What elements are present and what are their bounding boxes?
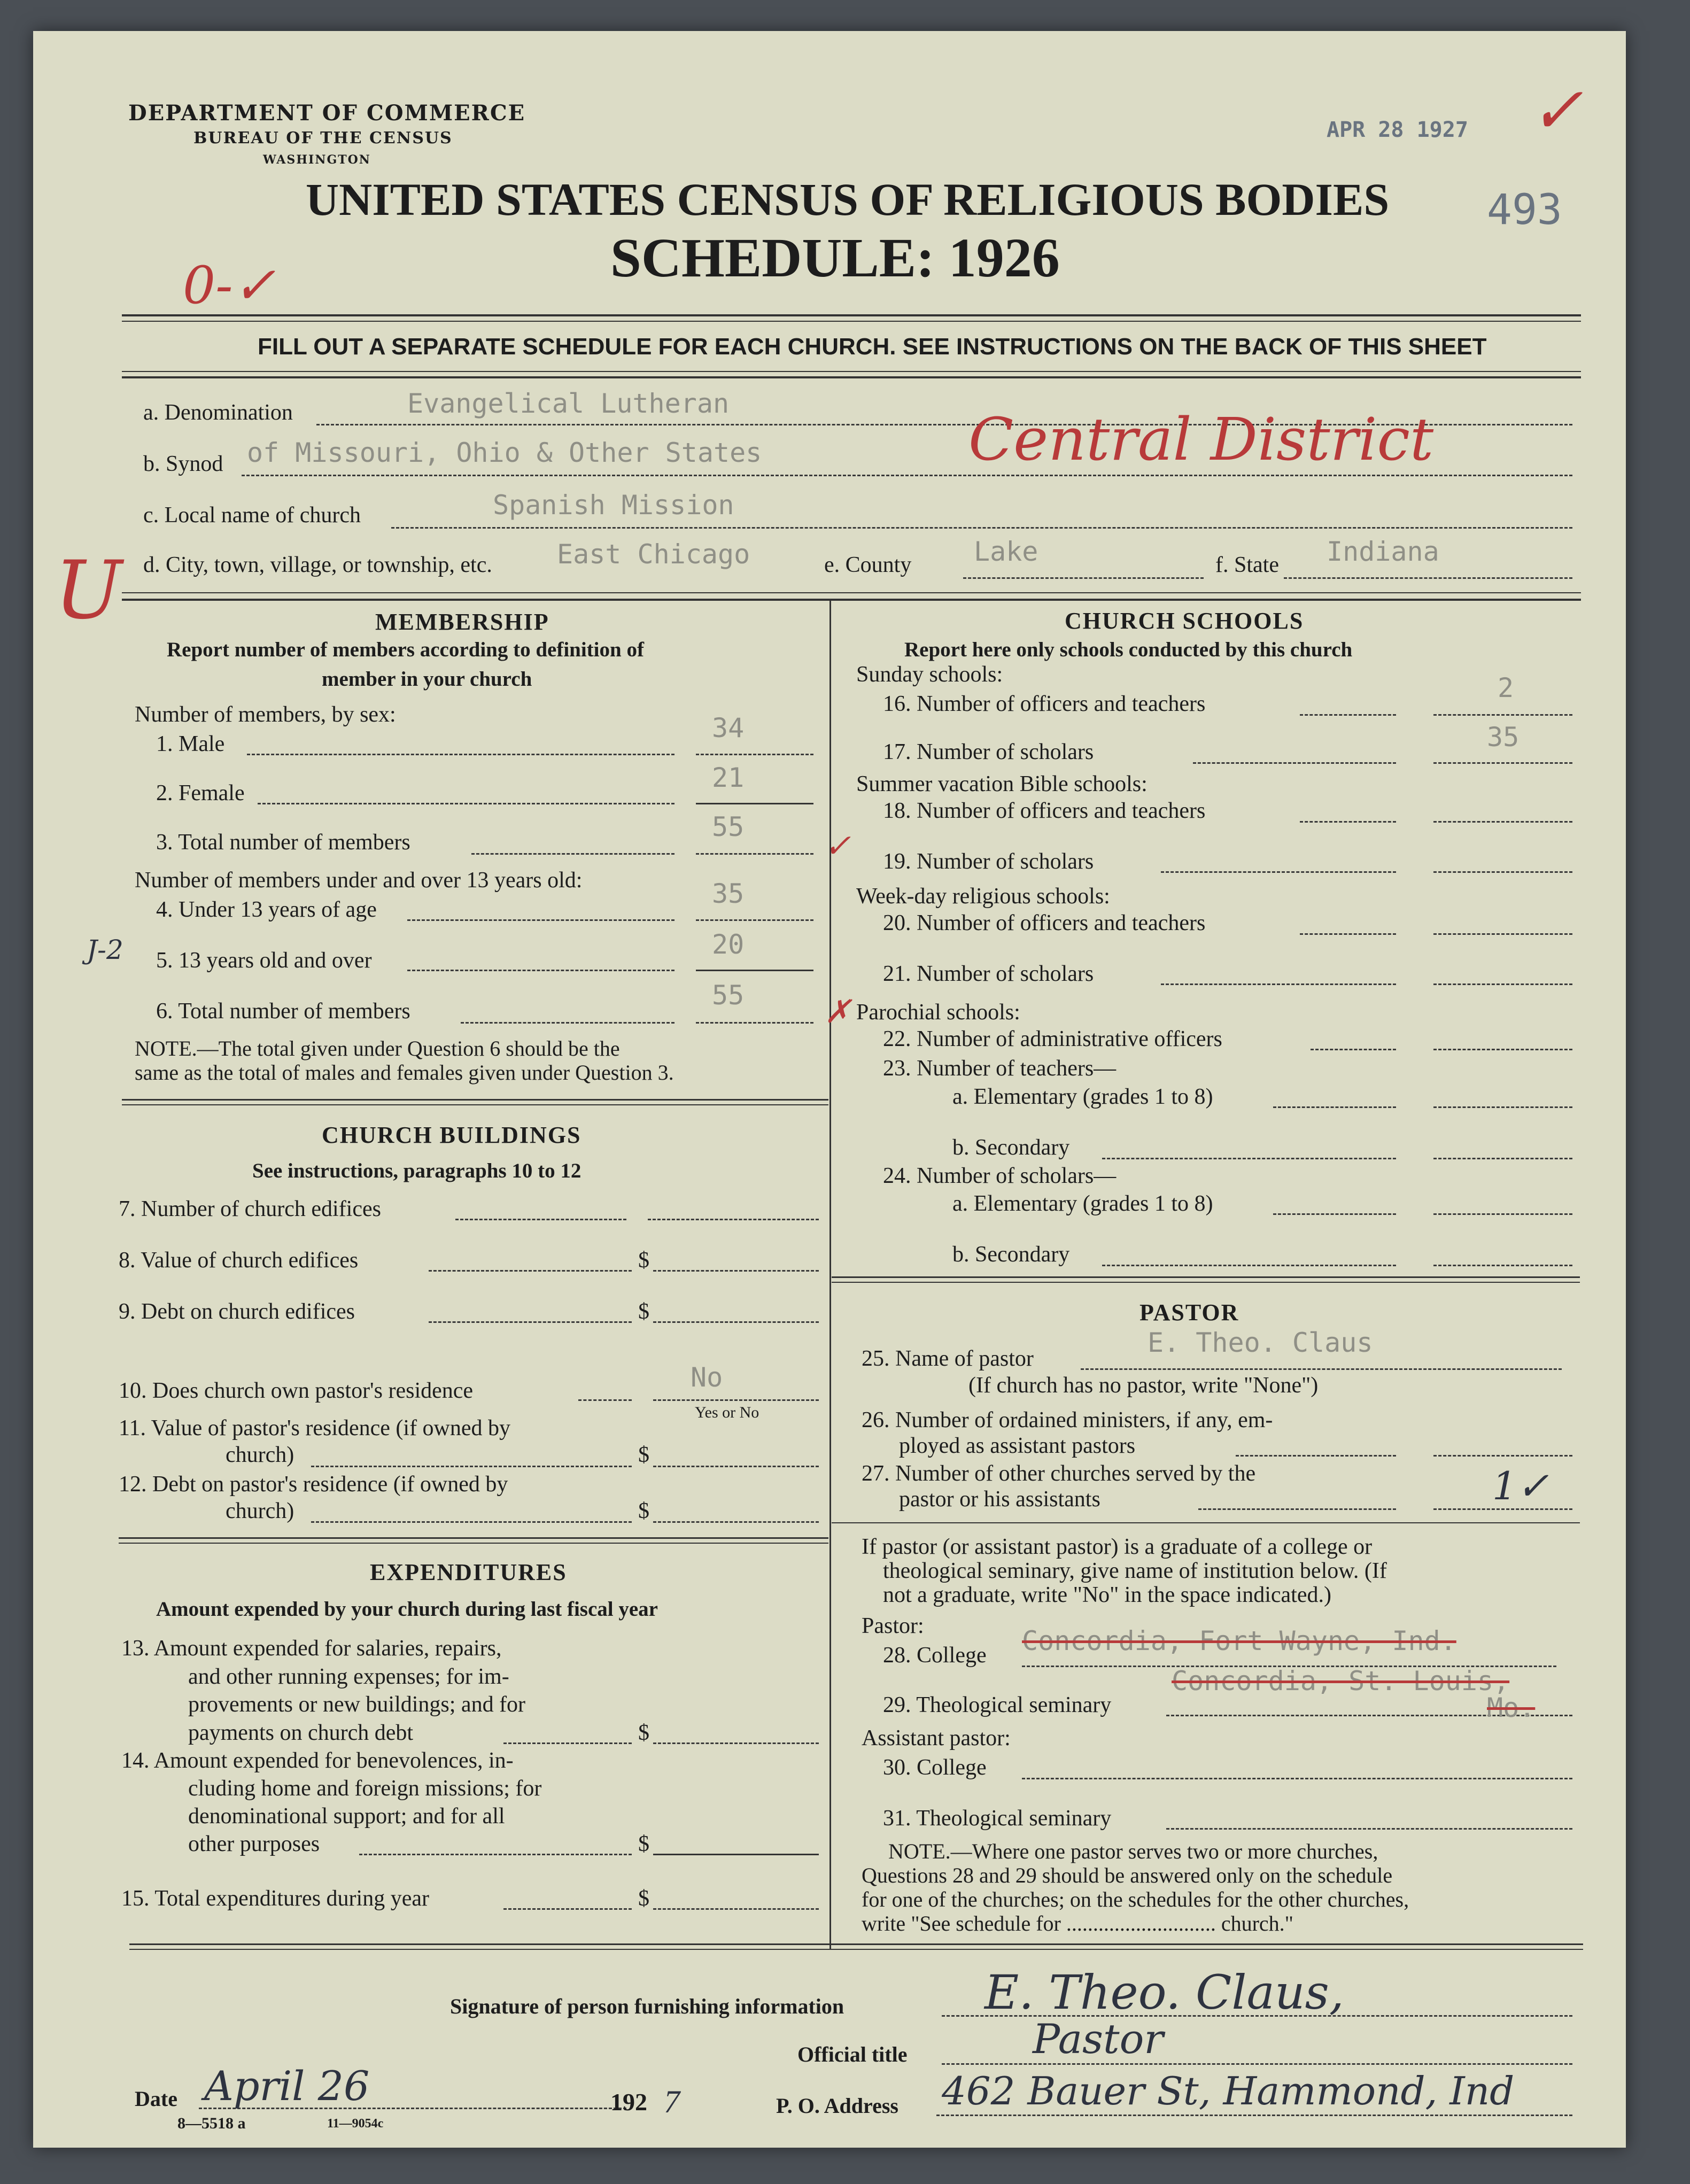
q28-value: Concordia, Fort Wayne, Ind. (1022, 1625, 1456, 1656)
q28-label: 28. College (883, 1643, 987, 1668)
edifices-count-label: 7. Number of church edifices (119, 1197, 381, 1221)
q22-label: 22. Number of administrative officers (883, 1027, 1222, 1051)
membership-instruction-2: member in your church (322, 668, 532, 691)
official-title-label: Official title (797, 2042, 908, 2066)
city-value: East Chicago (557, 539, 750, 570)
schools-instruction: Report here only schools conducted by this church (904, 638, 1353, 661)
form-title: UNITED STATES CENSUS OF RELIGIOUS BODIES (306, 174, 1390, 225)
age-group-label: Number of members under and over 13 years old: (135, 868, 583, 893)
male-value: 34 (712, 712, 745, 744)
over-13-label: 5. 13 years old and over (156, 948, 372, 973)
red-tick-21: ✗ (824, 993, 851, 1031)
county-value: Lake (974, 536, 1038, 567)
signature-value: E. Theo. Claus, (984, 1965, 1344, 2020)
total-members-value: 55 (712, 811, 745, 842)
female-value: 21 (712, 762, 745, 793)
q24b-label: b. Secondary (952, 1242, 1070, 1267)
red-tick-18: ✓ (824, 827, 851, 865)
county-label: e. County (824, 553, 912, 577)
washington-heading: WASHINGTON (263, 153, 371, 167)
expenditure-14-label: 14. Amount expended for benevolences, in- (121, 1748, 514, 1773)
denomination-value: Evangelical Lutheran (407, 388, 730, 419)
membership-instruction-1: Report number of members according to definition of (167, 638, 644, 661)
q23a-label: a. Elementary (grades 1 to 8) (952, 1085, 1213, 1109)
church-schools-heading: CHURCH SCHOOLS (1065, 608, 1304, 634)
margin-pencil-note: J-2 (87, 934, 123, 965)
total-members-2-label: 6. Total number of members (156, 999, 410, 1024)
church-buildings-heading: CHURCH BUILDINGS (322, 1122, 582, 1148)
local-name-label: c. Local name of church (143, 503, 361, 528)
yes-or-no-hint: Yes or No (695, 1404, 759, 1421)
print-code: 11—9054c (327, 2117, 384, 2131)
q29-value-2: Mo. (1487, 1692, 1536, 1723)
pastor-residence-label: 10. Does church own pastor's residence (119, 1378, 474, 1403)
buildings-instruction: See instructions, paragraphs 10 to 12 (252, 1159, 582, 1182)
city-label: d. City, town, village, or township, etc. (143, 553, 492, 577)
expenditure-15-label: 15. Total expenditures during year (121, 1886, 429, 1911)
pastor-note-2: Questions 28 and 29 should be answered only on the schedule (862, 1863, 1393, 1887)
schedule-number: 493 (1487, 186, 1562, 234)
expenditure-13-label: 13. Amount expended for salaries, repairs, (121, 1636, 502, 1661)
date-year-digit: 7 (664, 2084, 680, 2119)
form-number: 8—5518 a (177, 2115, 246, 2132)
male-label: 1. Male (156, 732, 225, 756)
red-margin-note: 0-✓ (183, 255, 276, 315)
residence-value-label: 11. Value of pastor's residence (if owned by (119, 1416, 511, 1440)
synod-label: b. Synod (143, 452, 223, 476)
pastor-residence-value: No (691, 1362, 723, 1393)
expenditures-instruction: Amount expended by your church during last fiscal year (156, 1598, 658, 1621)
q27-value: 1✓ (1492, 1463, 1549, 1508)
graduate-instruction-1: If pastor (or assistant pastor) is a graduate of a college or (862, 1535, 1373, 1559)
membership-note-1: NOTE.—The total given under Question 6 should be the (135, 1036, 620, 1060)
q21-label: 21. Number of scholars (883, 962, 1094, 986)
assistant-pastor-label: Assistant pastor: (862, 1726, 1011, 1751)
membership-heading: MEMBERSHIP (375, 609, 549, 635)
pastor-heading: PASTOR (1139, 1299, 1239, 1326)
members-by-sex-label: Number of members, by sex: (135, 702, 396, 727)
pastor-name-value: E. Theo. Claus (1148, 1327, 1373, 1358)
synod-district-handwritten: Central District (968, 405, 1434, 474)
edifices-debt-label: 9. Debt on church edifices (119, 1299, 355, 1324)
instruction-banner: FILL OUT A SEPARATE SCHEDULE FOR EACH CHURCH. SEE INSTRUCTIONS ON THE BACK OF THIS SHEET (258, 334, 1487, 360)
department-heading: DEPARTMENT OF COMMERCE (128, 100, 526, 126)
pastor-none-hint: (If church has no pastor, write "None") (968, 1373, 1319, 1398)
residence-debt-label: 12. Debt on pastor's residence (if owned by (119, 1472, 508, 1497)
state-value: Indiana (1327, 536, 1439, 567)
membership-note-2: same as the total of males and females given under Question 3. (135, 1060, 674, 1085)
official-title-value: Pastor (1033, 2015, 1164, 2063)
q23b-label: b. Secondary (952, 1135, 1070, 1160)
q17-label: 17. Number of scholars (883, 740, 1094, 764)
synod-value: of Missouri, Ohio & Other States (247, 437, 762, 468)
q24a-label: a. Elementary (grades 1 to 8) (952, 1191, 1213, 1216)
denomination-label: a. Denomination (143, 400, 293, 425)
total-members-label: 3. Total number of members (156, 830, 410, 855)
q16-value: 2 (1498, 672, 1514, 703)
q18-label: 18. Number of officers and teachers (883, 799, 1206, 823)
state-label: f. State (1215, 553, 1279, 577)
sunday-schools-label: Sunday schools: (856, 662, 1003, 687)
q23-label: 23. Number of teachers— (883, 1056, 1117, 1081)
q30-label: 30. College (883, 1755, 987, 1780)
form-subtitle: SCHEDULE: 1926 (610, 227, 1060, 289)
graduate-instruction-2: theological seminary, give name of institution below. (If (883, 1559, 1387, 1583)
under-13-label: 4. Under 13 years of age (156, 897, 377, 922)
po-address-label: P. O. Address (776, 2094, 898, 2118)
under-13-value: 35 (712, 878, 745, 909)
q26-label: 26. Number of ordained ministers, if any, em- (862, 1408, 1273, 1432)
weekday-schools-label: Week-day religious schools: (856, 884, 1110, 909)
q16-label: 16. Number of officers and teachers (883, 692, 1206, 716)
q29-label: 29. Theological seminary (883, 1693, 1112, 1717)
q27-label: 27. Number of other churches served by the (862, 1461, 1256, 1486)
local-name-value: Spanish Mission (493, 490, 734, 521)
pastor-note-3: for one of the churches; on the schedules for the other churches, (862, 1887, 1409, 1911)
signature-label: Signature of person furnishing information (450, 1994, 844, 2018)
expenditures-heading: EXPENDITURES (370, 1559, 567, 1585)
received-date-stamp: APR 28 1927 (1327, 118, 1468, 142)
q19-label: 19. Number of scholars (883, 849, 1094, 874)
total-members-2-value: 55 (712, 980, 745, 1011)
q24-label: 24. Number of scholars— (883, 1164, 1117, 1188)
pastor-note-1: NOTE.—Where one pastor serves two or more churches, (888, 1839, 1378, 1863)
female-label: 2. Female (156, 781, 245, 806)
red-margin-mark: U (55, 544, 122, 637)
bureau-heading: BUREAU OF THE CENSUS (193, 129, 453, 148)
date-label: Date (135, 2087, 177, 2111)
summer-schools-label: Summer vacation Bible schools: (856, 772, 1148, 796)
parochial-schools-label: Parochial schools: (856, 1000, 1020, 1025)
pastor-name-label: 25. Name of pastor (862, 1346, 1034, 1371)
date-year: 192 (610, 2088, 647, 2116)
pastor-note-4: write "See schedule for ............................ church." (862, 1911, 1294, 1935)
q31-label: 31. Theological seminary (883, 1806, 1112, 1831)
over-13-value: 20 (712, 929, 745, 960)
q17-value: 35 (1487, 722, 1520, 753)
q20-label: 20. Number of officers and teachers (883, 911, 1206, 935)
pastor-sub-label: Pastor: (862, 1614, 924, 1638)
edifices-value-label: 8. Value of church edifices (119, 1248, 359, 1273)
graduate-instruction-3: not a graduate, write "No" in the space indicated.) (883, 1583, 1331, 1607)
date-value: April 26 (204, 2062, 370, 2110)
po-address-value: 462 Bauer St, Hammond, Ind (942, 2069, 1515, 2113)
red-check-mark: ✓ (1530, 74, 1584, 148)
census-schedule-page: DEPARTMENT OF COMMERCE BUREAU OF THE CENSUS WASHINGTON APR 28 1927 493 ✓ UNITED STATES CENSUS OF RELIGIOUS BODIES SCHEDULE: 1926 0-✓ FILL OUT A SEPARATE SCHEDULE FOR EACH CHURCH. SEE INSTRUCTIONS ON THE BACK OF THIS SHEET a. Denomination Evangelical Lutheran b. Synod of Missouri, Ohio & Other States Central District c. Local name of church Spanish Mission d. City, town, village, or township, etc. East Chicago e. County Lake f. State Indiana U MEMBERSHIP Report number of members according to definition of member in your church Number of members, by sex: 1. Male 34 2. Female 21 3. Total number of members 55 ✓ Number of members under and over 13 years old: 4. Under 13 years of age 35 J-2 5. 13 years old and over 20 6. Total number of members 55 ✗ NOTE.—The total given under Question 6 should be the same as the total of males and females given under Question 3. CHURCH BUILDINGS See instructions, paragraphs 10 to 12 7. Number of church edifices 8. Value of church edifices $ 9. Debt on church edifices $ 10. Does church own pastor's residence No Yes or No 11. Value of pastor's residence (if owned by church) $ 12. Debt on pastor's residence (if owned by church) $ EXPENDITURES Amount expended by your church during last fiscal year 13. Amount expended for salaries, repairs, and other running expenses; for im- provements or new buildings; and for payments on church debt $ 14. Amount expended for benevolences, in- cluding home and foreign missions; for denominational support; and for all other purposes $ 15. Total expenditures during year $ CHURCH SCHOOLS Report here only schools conducted by this church Sunday schools: 16. Number of officers and teachers 2 17. Number of scholars 35 Summer vacation Bible schools: 18. Number of officers and teachers 19. Number of scholars Week-day religious schools: 20. Number of officers and teachers 21. Number of scholars Parochial schools: 22. Number of administrative officers 23. Number of teachers— a. Elementary (grades 1 to 8) b. Secondary 24. Number of scholars— a. Elementary (grades 1 to 8) b. Secondary PASTOR 25. Name of pastor E. Theo. Claus (If church has no pastor, write "None") 26. Number of ordained ministers, if any, em- ployed as assistant pastors 27. Number of other churches served by the pastor or his assistants 1✓ If pastor (or assistant pastor) is a graduate of a college or theological seminary, give name of institution below. (If not a graduate, write "No" in the space indicated.) Pastor: 28. College Concordia, Fort Wayne, Ind. 29. Theological seminary Concordia, St. Louis, Mo. Assistant pastor: 30. College 31. Theological seminary NOTE.—Where one pastor serves two or more churches, Questions 28 and 29 should be answered only on the schedule for one of the churches; on the schedules for the other churches, write "See schedule for ............................ church." Signature of person furnishing information E. Theo. Claus, Official title Pastor Date April 26 192 7 8—5518 a 11—9054c P. O. Address 462 Bauer St, Hammond, Ind (33, 31, 1626, 2148)
q29-value: Concordia, St. Louis, (1172, 1666, 1510, 1697)
